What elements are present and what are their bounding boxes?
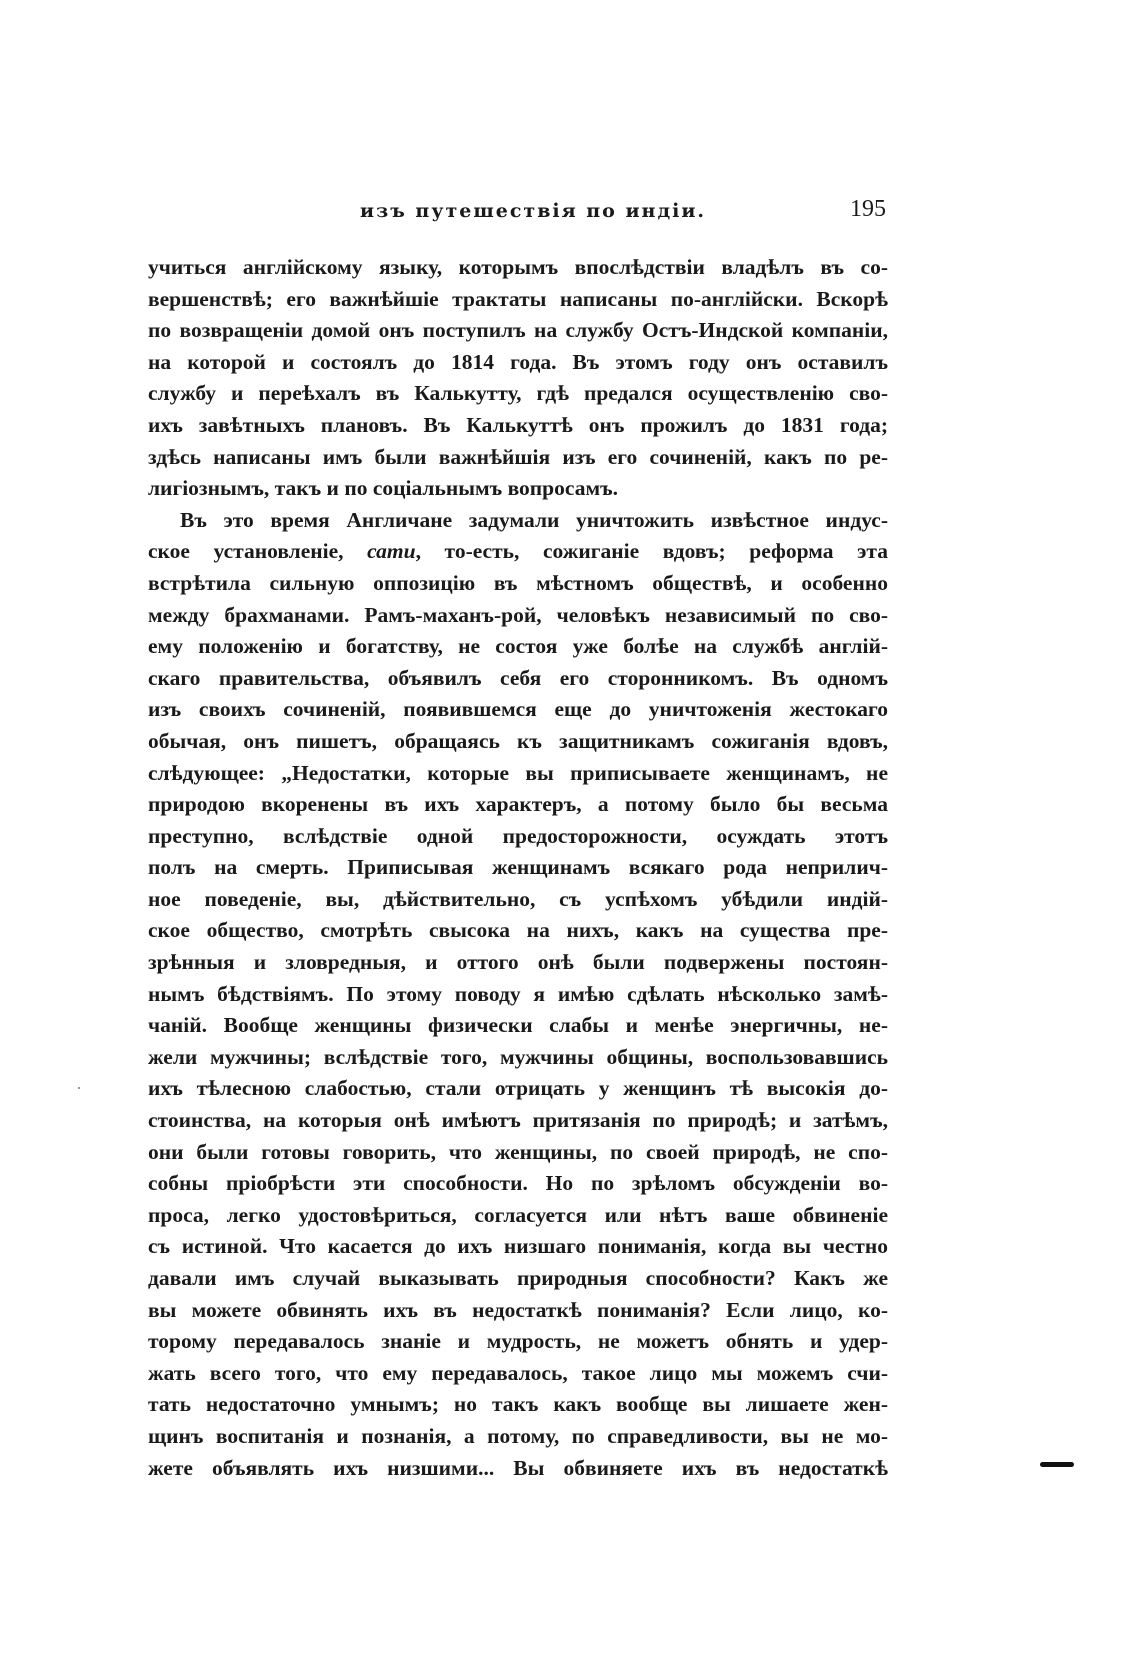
paragraph-1 (148, 252, 888, 505)
page-number: 195 (850, 196, 886, 222)
text-line: службу и переѣхалъ въ Калькутту, гдѣ предался осуществленію сво- (148, 381, 888, 406)
text-line: съ истиной. Что касается до ихъ низшаго пониманія, когда вы честно (148, 1234, 888, 1259)
margin-speck (78, 1087, 80, 1089)
text-line: стоинства, на которыя онѣ имѣютъ притязанія по природѣ; и затѣмъ, (148, 1108, 888, 1133)
text-line: собны пріобрѣсти эти способности. Но по зрѣломъ обсужденіи во- (148, 1171, 888, 1196)
text-line: скаго правительства, объявилъ себя его сторонникомъ. Въ одномъ (148, 665, 888, 690)
text-line: ное поведеніе, вы, дѣйствительно, съ успѣхомъ убѣдили индій- (148, 886, 888, 911)
text-line: преступно, вслѣдствіе одной предосторожности, осуждать этотъ (148, 823, 888, 848)
text-line: Въ это время Англичане задумали уничтожить извѣстное индус- (180, 507, 888, 532)
text-line: здѣсь написаны имъ были важнѣйшія изъ его сочиненій, какъ по ре- (148, 444, 888, 469)
body-text (148, 252, 888, 1484)
text-line: слѣдующее: „Недостатки, которые вы приписываете женщинамъ, не (148, 760, 888, 785)
text-line: учиться англійскому языку, которымъ впослѣдствіи владѣлъ въ со- (148, 255, 888, 279)
text-line: жете объявлять ихъ низшими... Вы обвиняете ихъ въ недостаткѣ (148, 1455, 888, 1480)
text-line: тать недостаточно умнымъ; но такъ какъ вообще вы лишаете жен- (148, 1392, 888, 1417)
emphasized-word: сати (367, 539, 416, 564)
text-line: изъ своихъ сочиненій, появившемся еще до уничтоженія жестокаго (148, 697, 888, 722)
text-line: по возвращеніи домой онъ поступилъ на службу Остъ-Индской компаніи, (148, 318, 888, 343)
text-line: лигіознымъ, такъ и по соціальнымъ вопросамъ. (148, 476, 618, 501)
running-title: изъ путешествія по индіи. (360, 200, 707, 222)
text-line: вы можете обвинять ихъ въ недостаткѣ пониманія? Если лицо, ко- (148, 1297, 888, 1322)
text-line: зрѣнныя и зловредныя, и оттого онѣ были подвержены постоян- (148, 950, 888, 975)
text-line: чаній. Вообще женщины физически слабы и менѣе энергичны, не- (148, 1013, 888, 1038)
running-head (148, 196, 890, 230)
paragraph-2 (148, 505, 888, 1484)
text-line: обычая, онъ пишетъ, обращаясь къ защитникамъ сожиганія вдовъ, (148, 728, 888, 753)
text-line: на которой и состоялъ до 1814 года. Въ этомъ году онъ оставилъ (148, 349, 888, 374)
text-line: давали имъ случай выказывать природныя способности? Какъ же (148, 1266, 888, 1290)
text-line: между брахманами. Рамъ-маханъ-рой, человѣкъ независимый по сво- (148, 602, 888, 627)
text-line: полъ на смерть. Приписывая женщинамъ всякаго рода неприлич- (148, 855, 888, 880)
text-line: жать всего того, что ему передавалось, такое лицо мы можемъ счи- (148, 1360, 888, 1385)
text-line: проса, легко удостовѣриться, согласуется или нѣтъ ваше обвиненіе (148, 1202, 888, 1227)
text-line: ское установленіе, сати, то-есть, сожиганіе вдовъ; реформа эта (148, 539, 888, 564)
text-line: они были готовы говорить, что женщины, по своей природѣ, не спо- (148, 1139, 888, 1164)
text-line: нымъ бѣдствіямъ. По этому поводу я имѣю сдѣлать нѣсколько замѣ- (148, 981, 888, 1006)
text-line: ему положенію и богатству, не состоя уже болѣе на службѣ англій- (148, 634, 888, 659)
text-line: ское общество, смотрѣть свысока на нихъ, какъ на существа пре- (148, 918, 888, 943)
text-line: встрѣтила сильную оппозицію въ мѣстномъ обществѣ, и особенно (148, 570, 888, 595)
text-line: природою вкоренены въ ихъ характеръ, а потому было бы весьма (148, 792, 888, 817)
text-line: ихъ завѣтныхъ плановъ. Въ Калькуттѣ онъ прожилъ до 1831 года; (148, 412, 888, 437)
text-line: жели мужчины; вслѣдствіе того, мужчины общины, воспользовавшись (148, 1044, 888, 1069)
text-line: вершенствѣ; его важнѣйшіе трактаты написаны по-англійски. Вскорѣ (148, 286, 888, 311)
page-edge-mark (1040, 1462, 1074, 1467)
text-line: ихъ тѣлесною слабостью, стали отрицать у женщинъ тѣ высокія до- (148, 1076, 888, 1101)
text-line: торому передавалось знаніе и мудрость, не можетъ обнять и удер- (148, 1329, 888, 1354)
text-line: щинъ воспитанія и познанія, а потому, по справедливости, вы не мо- (148, 1423, 888, 1448)
